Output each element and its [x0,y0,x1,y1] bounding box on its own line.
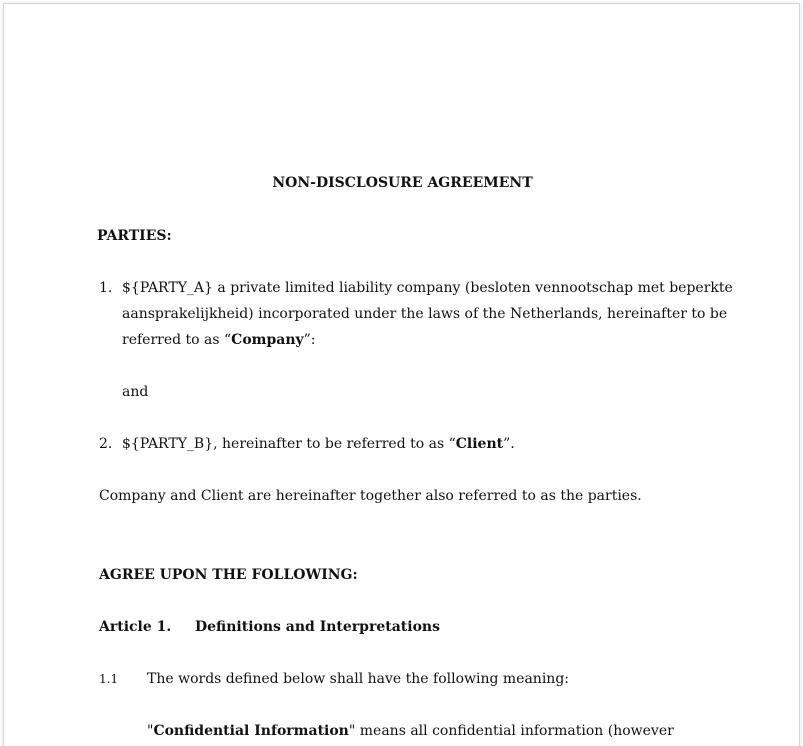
confidential-information-term: Confidential Information [153,723,349,739]
party-2-suffix: ”. [503,436,515,452]
party-1-line-3 [122,331,316,349]
party-1-line-3-suffix: ”: [303,332,316,348]
company-term: Company [231,332,304,348]
party-1-line-1: ${PARTY_A} a private limited liability company (besloten vennootschap met beperkte [122,280,733,296]
clause-1-1-text: The words defined below shall have the following meaning: [147,671,569,687]
article-title: Definitions and Interpretations [195,619,440,635]
together-paragraph: Company and Client are hereinafter together also referred to as the parties. [99,488,642,504]
confidential-open-quote: " [147,723,154,739]
party-1-number: 1. [99,280,113,296]
agree-heading: AGREE UPON THE FOLLOWING: [99,567,358,583]
party-2-line [122,435,515,453]
and-text: and [122,384,149,400]
article-number: Article 1. [99,619,172,635]
clause-1-1-number: 1.1 [99,672,119,686]
party-1-line-3-prefix: referred to as “ [122,332,232,348]
client-term: Client [455,436,504,452]
party-1-line-2: aansprakelijkheid) incorporated under the laws of the Netherlands, hereinafter to be [122,306,728,322]
confidential-rest: " means all confidential information (however [348,723,674,739]
document-page [3,3,800,746]
party-2-prefix: ${PARTY_B}, hereinafter to be referred to as “ [122,436,456,452]
document-title: NON-DISCLOSURE AGREEMENT [272,175,533,191]
party-2-number: 2. [99,436,113,452]
parties-heading: PARTIES: [97,228,172,244]
confidential-information-definition [147,722,674,740]
